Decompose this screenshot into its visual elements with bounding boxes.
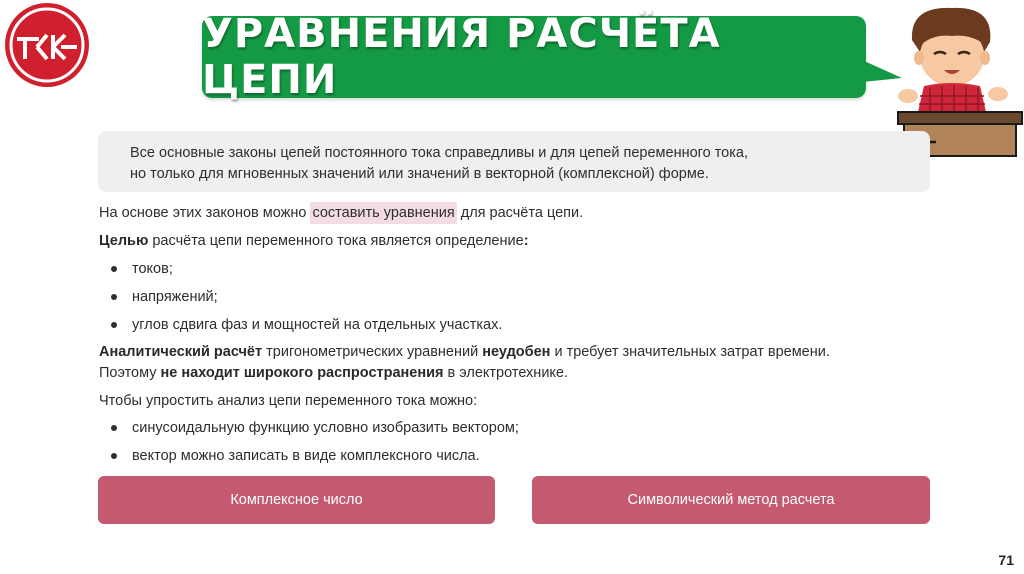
page-title: УРАВНЕНИЯ РАСЧЁТА ЦЕПИ — [202, 11, 721, 103]
list-item-text: вектор можно записать в виде комплексного числа. — [132, 448, 480, 464]
bullet-icon — [111, 453, 117, 459]
paragraph-3-text-1: тригонометрических уравнений — [262, 344, 483, 360]
bullet-icon — [111, 294, 117, 300]
note-line-2: но только для мгновенных значений или значений в векторной (комплексной) форме. — [130, 166, 709, 182]
paragraph-3-bold-2: неудобен — [482, 344, 551, 360]
symbolic-method-button[interactable]: Символический метод расчета — [532, 476, 930, 524]
list-item-text: токов; — [132, 261, 173, 277]
info-note-box — [98, 131, 930, 192]
highlighted-phrase: составить уравнения — [310, 202, 456, 224]
paragraph-2-bold: Целью — [99, 233, 149, 249]
paragraph-1-text: На основе этих законов можно — [99, 205, 311, 221]
paragraph-1 — [99, 203, 583, 223]
paragraph-4: Чтобы упростить анализ цепи переменного тока можно: — [99, 393, 478, 409]
paragraph-2-colon: : — [523, 233, 529, 249]
paragraph-3-text-2: и требует значительных затрат времени. — [550, 344, 830, 360]
list-item-text: синусоидальную функцию условно изобразить вектором; — [132, 420, 519, 436]
paragraph-3-line-2 — [99, 363, 568, 383]
page-number: 71 — [998, 552, 1014, 568]
bullet-icon — [111, 322, 117, 328]
paragraph-3-text-3: Поэтому — [99, 365, 161, 381]
paragraph-3-bold-1: Аналитический расчёт — [99, 344, 263, 360]
list-item-text: напряжений; — [132, 289, 218, 305]
list-item-text: углов сдвига фаз и мощностей на отдельных участках. — [132, 317, 503, 333]
paragraph-3-line-1 — [99, 342, 830, 362]
bullet-icon — [111, 266, 117, 272]
complex-number-button[interactable]: Комплексное число — [98, 476, 495, 524]
paragraph-3-bold-3: не находит широкого распространения — [160, 365, 444, 381]
note-line-1: Все основные законы цепей постоянного тока справедливы и для цепей переменного тока, — [130, 145, 749, 161]
title-banner — [202, 11, 866, 103]
bullet-icon — [111, 425, 117, 431]
paragraph-3-text-4: в электротехнике. — [443, 365, 569, 381]
college-logo-icon — [3, 1, 91, 89]
paragraph-2-text: расчёта цепи переменного тока является определение — [148, 233, 524, 249]
paragraph-1-tail: для расчёта цепи. — [456, 205, 584, 221]
paragraph-2 — [99, 231, 529, 251]
